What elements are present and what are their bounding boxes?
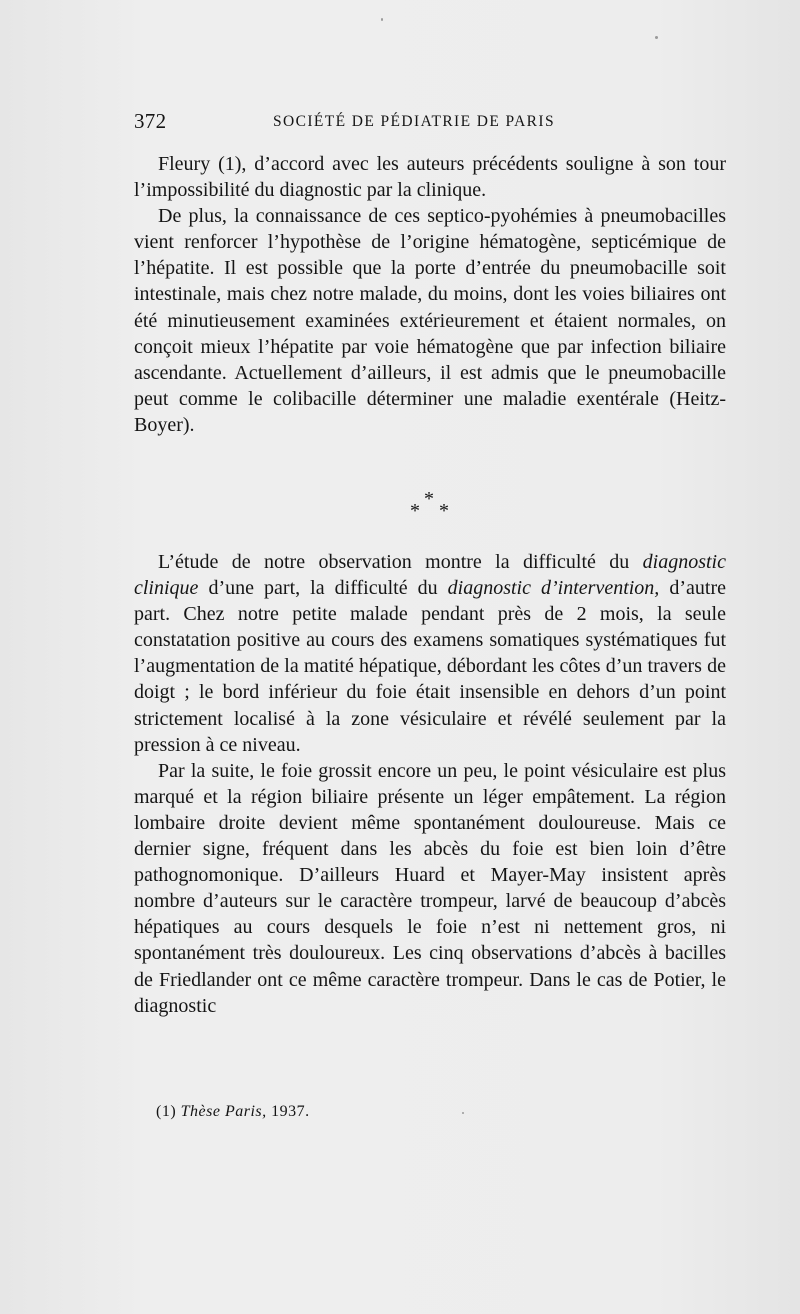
paragraph: De plus, la connaissance de ces septico-pyohémies à pneumobacilles vient renforcer l’hypothèse de l’origine hématogène, septicémique de l’hépatite. Il est possible que la porte d’entrée du pneumobacille soit intestinale, mais chez notre malade, du moins, dont les voies biliaires ont été minutieusement examinées extérieurement et étaient normales, on conçoit mieux l’hépatite par voie hématogène que par infection biliaire ascendante. Actuellement d’ailleurs, il est admis que le pneumobacille peut comme le colibacille déterminer une maladie exentérale (Heitz-Boyer). (134, 205, 726, 436)
text-run: d’une part, la difficulté du (198, 577, 448, 600)
asterisk: * (424, 488, 434, 510)
page-header (134, 109, 726, 137)
paragraph (134, 549, 726, 758)
footnote-year: 1937. (271, 1103, 310, 1120)
text-run: L’étude de notre observation montre la difficulté du (158, 551, 643, 573)
page-number: 372 (134, 109, 167, 133)
paragraph: Par la suite, le foie grossit encore un peu, le point vésiculaire est plus marqué et la région biliaire présente un léger empâtement. La région lombaire droite devient même spontanément douloureuse. Mais ce dernier signe, fréquent dans les abcès du foie est bien loin d’être pathognomonique. D’ailleurs Huard et Mayer-May insistent après nombre d’auteurs sur le caractère trompeur, larvé de beaucoup d’abcès hépatiques au cours desquels le foie n’est ni nettement gros, ni spontanément très douloureux. Les cinq observations d’abcès à bacilles de Friedlander ont ce même caractère trompeur. Dans le cas de Potier, le diagnostic (134, 759, 726, 1017)
footnote-marker: (1) (156, 1103, 177, 1120)
asterisk: * (439, 500, 449, 522)
paragraph: Fleury (1), d’accord avec les auteurs précédents souligne à son tour l’impossibilité du diagnostic par la clinique. (134, 153, 726, 202)
italic-term: diagnostic clinique (134, 551, 726, 600)
footnote (156, 1103, 310, 1121)
body-section-2 (134, 549, 726, 1019)
paper-speck (462, 1112, 464, 1114)
italic-term: diagnostic d’intervention, (447, 577, 660, 600)
text-run: d’autre part. Chez notre petite malade pendant près de 2 mois, la seule constatation positive au cours des examens somatiques systématiques fut l’augmentation de la matité hépatique, débordant les côtes d’un travers de doigt ; le bord inférieur du foie était insensible en dehors d’un point strictement localisé à la zone vésiculaire et révélé seulement par la pression à ce niveau. (134, 577, 726, 756)
body-section-1 (134, 151, 726, 438)
paper-speck (655, 36, 658, 39)
asterism-separator (410, 489, 460, 525)
footnote-source: Thèse Paris, (180, 1103, 267, 1120)
paper-speck (381, 18, 383, 21)
asterisk: * (410, 500, 420, 522)
running-title: SOCIÉTÉ DE PÉDIATRIE DE PARIS (273, 113, 556, 130)
